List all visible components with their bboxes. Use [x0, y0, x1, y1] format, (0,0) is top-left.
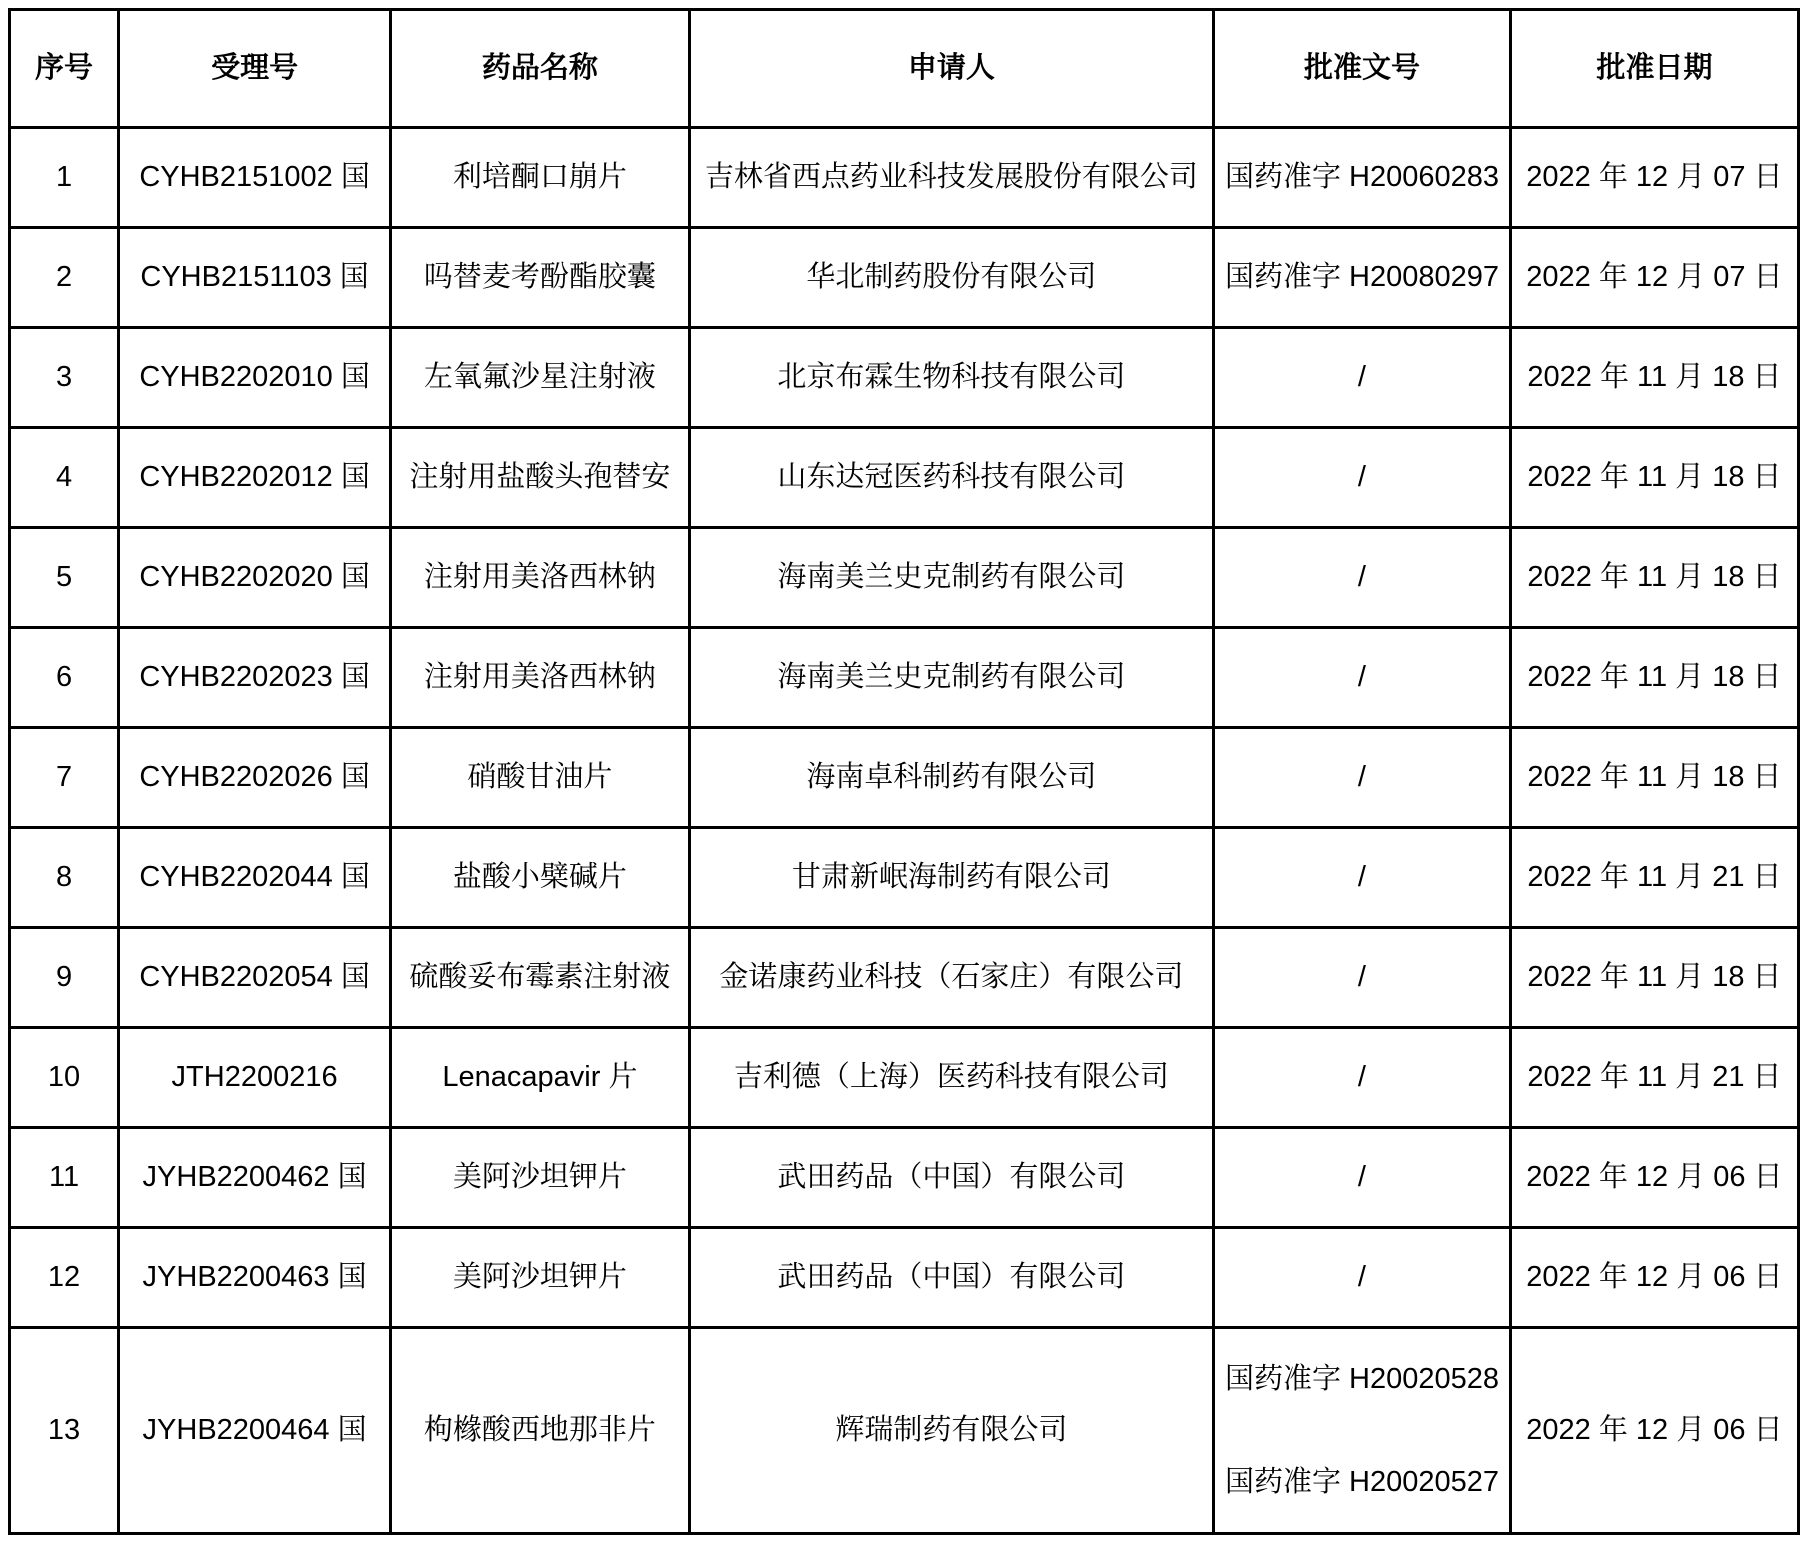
- drug-approval-table: [8, 8, 1800, 1535]
- seq-cell: 7: [10, 728, 119, 828]
- seq-cell: 13: [10, 1328, 119, 1534]
- acceptance-no-cell: CYHB2202010 国: [119, 328, 391, 428]
- approval-date-cell: 2022 年 11 月 18 日: [1510, 528, 1798, 628]
- acceptance-no-cell: JYHB2200462 国: [119, 1128, 391, 1228]
- approval-date-cell: 2022 年 12 月 07 日: [1510, 128, 1798, 228]
- approval-no-cell: [1213, 428, 1510, 528]
- drug-name-cell: 枸橼酸西地那非片: [391, 1328, 690, 1534]
- applicant-cell: 北京布霖生物科技有限公司: [689, 328, 1213, 428]
- header-row: [10, 10, 1799, 128]
- table-row: [10, 1028, 1799, 1128]
- approval-no-cell: [1213, 1028, 1510, 1128]
- approval-date-cell: 2022 年 11 月 18 日: [1510, 628, 1798, 728]
- header-applicant: 申请人: [689, 10, 1213, 128]
- table-row: [10, 428, 1799, 528]
- applicant-cell: 武田药品（中国）有限公司: [689, 1228, 1213, 1328]
- seq-cell: 8: [10, 828, 119, 928]
- acceptance-no-cell: JYHB2200463 国: [119, 1228, 391, 1328]
- approval-no-line: /: [1357, 561, 1366, 594]
- table-row: [10, 528, 1799, 628]
- approval-no-line: 国药准字 H20020528: [1224, 1363, 1499, 1396]
- acceptance-no-cell: CYHB2202026 国: [119, 728, 391, 828]
- approval-no-cell: [1213, 928, 1510, 1028]
- seq-cell: 11: [10, 1128, 119, 1228]
- table-row: [10, 728, 1799, 828]
- table-row: [10, 1328, 1799, 1534]
- approval-no-line: /: [1357, 861, 1366, 894]
- table-row: [10, 128, 1799, 228]
- drug-name-cell: 左氧氟沙星注射液: [391, 328, 690, 428]
- acceptance-no-cell: CYHB2151002 国: [119, 128, 391, 228]
- approval-no-line: /: [1357, 961, 1366, 994]
- drug-name-cell: 吗替麦考酚酯胶囊: [391, 228, 690, 328]
- table-row: [10, 1128, 1799, 1228]
- approval-no-line: 国药准字 H20080297: [1224, 261, 1499, 294]
- applicant-cell: 吉林省西点药业科技发展股份有限公司: [689, 128, 1213, 228]
- table-row: [10, 628, 1799, 728]
- seq-cell: 2: [10, 228, 119, 328]
- approval-date-cell: 2022 年 12 月 07 日: [1510, 228, 1798, 328]
- table-header: [10, 10, 1799, 128]
- acceptance-no-cell: CYHB2202020 国: [119, 528, 391, 628]
- drug-name-cell: 硫酸妥布霉素注射液: [391, 928, 690, 1028]
- acceptance-no-cell: CYHB2202023 国: [119, 628, 391, 728]
- approval-no-cell: [1213, 628, 1510, 728]
- drug-name-cell: 注射用盐酸头孢替安: [391, 428, 690, 528]
- approval-no-line: /: [1357, 361, 1366, 394]
- table-row: [10, 928, 1799, 1028]
- approval-no-line: /: [1357, 661, 1366, 694]
- approval-date-cell: 2022 年 11 月 18 日: [1510, 728, 1798, 828]
- drug-name-cell: 注射用美洛西林钠: [391, 628, 690, 728]
- applicant-cell: 华北制药股份有限公司: [689, 228, 1213, 328]
- seq-cell: 10: [10, 1028, 119, 1128]
- approval-date-cell: 2022 年 11 月 21 日: [1510, 828, 1798, 928]
- acceptance-no-cell: JYHB2200464 国: [119, 1328, 391, 1534]
- drug-name-cell: 美阿沙坦钾片: [391, 1228, 690, 1328]
- drug-name-cell: 硝酸甘油片: [391, 728, 690, 828]
- applicant-cell: 金诺康药业科技（石家庄）有限公司: [689, 928, 1213, 1028]
- drug-name-cell: 注射用美洛西林钠: [391, 528, 690, 628]
- approval-date-cell: 2022 年 12 月 06 日: [1510, 1128, 1798, 1228]
- applicant-cell: 甘肃新岷海制药有限公司: [689, 828, 1213, 928]
- acceptance-no-cell: CYHB2202012 国: [119, 428, 391, 528]
- seq-cell: 12: [10, 1228, 119, 1328]
- approval-date-cell: 2022 年 11 月 18 日: [1510, 428, 1798, 528]
- applicant-cell: 吉利德（上海）医药科技有限公司: [689, 1028, 1213, 1128]
- approval-no-cell: [1213, 1128, 1510, 1228]
- drug-name-cell: 盐酸小檗碱片: [391, 828, 690, 928]
- drug-name-cell: 利培酮口崩片: [391, 128, 690, 228]
- header-drug-name: 药品名称: [391, 10, 690, 128]
- approval-date-cell: 2022 年 12 月 06 日: [1510, 1328, 1798, 1534]
- approval-date-cell: 2022 年 11 月 21 日: [1510, 1028, 1798, 1128]
- applicant-cell: 武田药品（中国）有限公司: [689, 1128, 1213, 1228]
- applicant-cell: 辉瑞制药有限公司: [689, 1328, 1213, 1534]
- table-row: [10, 228, 1799, 328]
- table-row: [10, 1228, 1799, 1328]
- approval-no-cell: [1213, 1228, 1510, 1328]
- approval-no-cell: [1213, 228, 1510, 328]
- seq-cell: 1: [10, 128, 119, 228]
- approval-no-cell: [1213, 128, 1510, 228]
- table-body: [10, 128, 1799, 1534]
- approval-no-cell: [1213, 528, 1510, 628]
- acceptance-no-cell: JTH2200216: [119, 1028, 391, 1128]
- approval-no-cell: [1213, 728, 1510, 828]
- seq-cell: 9: [10, 928, 119, 1028]
- acceptance-no-cell: CYHB2202044 国: [119, 828, 391, 928]
- approval-date-cell: 2022 年 12 月 06 日: [1510, 1228, 1798, 1328]
- approval-no-line: /: [1357, 1261, 1366, 1294]
- approval-date-cell: 2022 年 11 月 18 日: [1510, 928, 1798, 1028]
- applicant-cell: 海南美兰史克制药有限公司: [689, 528, 1213, 628]
- acceptance-no-cell: CYHB2151103 国: [119, 228, 391, 328]
- seq-cell: 5: [10, 528, 119, 628]
- acceptance-no-cell: CYHB2202054 国: [119, 928, 391, 1028]
- approval-no-cell: [1213, 828, 1510, 928]
- header-seq: 序号: [10, 10, 119, 128]
- drug-name-cell: Lenacapavir 片: [391, 1028, 690, 1128]
- approval-no-line: /: [1357, 1061, 1366, 1094]
- applicant-cell: 海南美兰史克制药有限公司: [689, 628, 1213, 728]
- seq-cell: 6: [10, 628, 119, 728]
- approval-no-cell: [1213, 1328, 1510, 1534]
- drug-name-cell: 美阿沙坦钾片: [391, 1128, 690, 1228]
- header-acceptance-no: 受理号: [119, 10, 391, 128]
- seq-cell: 3: [10, 328, 119, 428]
- table-row: [10, 828, 1799, 928]
- table-row: [10, 328, 1799, 428]
- approval-no-line: /: [1357, 1161, 1366, 1194]
- applicant-cell: 山东达冠医药科技有限公司: [689, 428, 1213, 528]
- approval-date-cell: 2022 年 11 月 18 日: [1510, 328, 1798, 428]
- approval-no-line: 国药准字 H20020527: [1224, 1465, 1499, 1498]
- applicant-cell: 海南卓科制药有限公司: [689, 728, 1213, 828]
- header-approval-date: 批准日期: [1510, 10, 1798, 128]
- approval-no-line: 国药准字 H20060283: [1224, 161, 1499, 194]
- approval-no-line: /: [1357, 761, 1366, 794]
- header-approval-no: 批准文号: [1213, 10, 1510, 128]
- approval-no-line: /: [1357, 461, 1366, 494]
- seq-cell: 4: [10, 428, 119, 528]
- approval-no-cell: [1213, 328, 1510, 428]
